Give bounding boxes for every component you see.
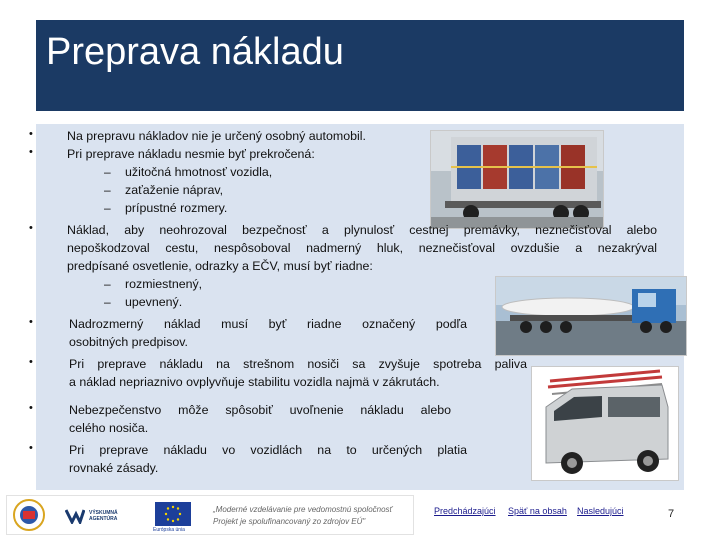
bullet-2-sub-2: zaťaženie náprav, — [125, 183, 224, 197]
bullet-3-line-2: nepoškodzoval cestu, nespôsoboval nadmerný hluk, neznečisťoval ovzdušie a nezakrýval — [67, 241, 657, 255]
dash-icon: – — [104, 277, 111, 291]
eu-stars-icon — [155, 502, 191, 526]
bullet-2-text: Pri preprave nákladu nesmie byť prekročená: — [67, 147, 315, 161]
bullet-7-line-2: rovnaké zásady. — [69, 461, 159, 475]
bullet-6-line-1: Nebezpečenstvo môže spôsobiť uvoľnenie nákladu alebo — [69, 403, 451, 417]
bullet-dot-icon: • — [29, 442, 33, 454]
ministry-emblem-icon — [9, 496, 49, 534]
agency-label: VÝSKUMNÁ AGENTÚRA — [89, 510, 118, 522]
slide-title: Preprava nákladu — [46, 31, 344, 73]
bullet-dot-icon: • — [29, 222, 33, 234]
bullet-dot-icon: • — [29, 128, 33, 140]
footer-motto-line-2: Projekt je spolufinancovaný zo zdrojov EÚ" — [213, 517, 366, 526]
bullet-3-line-3: predpísané osvetlenie, odrazky a EČV, musí byť riadne: — [67, 259, 373, 273]
bullet-3-line-1: Náklad, aby neohrozoval bezpečnosť a plynulosť cestnej premávky, neznečisťoval alebo — [67, 223, 657, 237]
bullet-dot-icon: • — [29, 316, 33, 328]
footer — [0, 492, 720, 540]
bullet-5-line-2: a náklad nepriaznivo ovplyvňuje stabilitu vozidla najmä v zákrutách. — [69, 375, 440, 389]
content-area — [29, 124, 684, 490]
bullet-dot-icon: • — [29, 402, 33, 414]
bullet-4-line-1: Nadrozmerný náklad musí byť riadne označený podľa — [69, 317, 467, 331]
dash-icon: – — [104, 295, 111, 309]
dash-icon: – — [104, 165, 111, 179]
bullet-list — [29, 124, 684, 490]
back-to-contents-link[interactable]: Späť na obsah — [508, 506, 567, 516]
next-link[interactable]: Nasledujúci — [577, 506, 624, 516]
bullet-2-sub-3: prípustné rozmery. — [125, 201, 228, 215]
eu-label: Európska únia — [153, 527, 185, 533]
bullet-7-line-1: Pri preprave nákladu vo vozidlách na to určených platia — [69, 443, 467, 457]
eu-flag — [155, 502, 191, 526]
bullet-5-line-1: Pri preprave nákladu na strešnom nosiči sa zvyšuje spotreba paliva — [69, 357, 527, 371]
dash-icon: – — [104, 201, 111, 215]
bullet-3-sub-1: rozmiestnený, — [125, 277, 203, 291]
bullet-4-line-2: osobitných predpisov. — [69, 335, 188, 349]
bullet-1-text: Na prepravu nákladov nie je určený osobný automobil. — [67, 129, 366, 143]
footer-logo-strip — [6, 495, 414, 535]
dash-icon: – — [104, 183, 111, 197]
bullet-2-sub-1: užitočná hmotnosť vozidla, — [125, 165, 273, 179]
title-bar — [36, 20, 684, 111]
agency-logo-icon — [65, 508, 85, 524]
bullet-3-sub-2: upevnený. — [125, 295, 183, 309]
bullet-dot-icon: • — [29, 356, 33, 368]
page-number: 7 — [668, 508, 675, 520]
previous-link[interactable]: Predchádzajúci — [434, 506, 496, 516]
bullet-6-line-2: celého nosiča. — [69, 421, 149, 435]
bullet-dot-icon: • — [29, 146, 33, 158]
footer-motto-line-1: „Moderné vzdelávanie pre vedomostnú spoločnosť — [213, 505, 393, 514]
